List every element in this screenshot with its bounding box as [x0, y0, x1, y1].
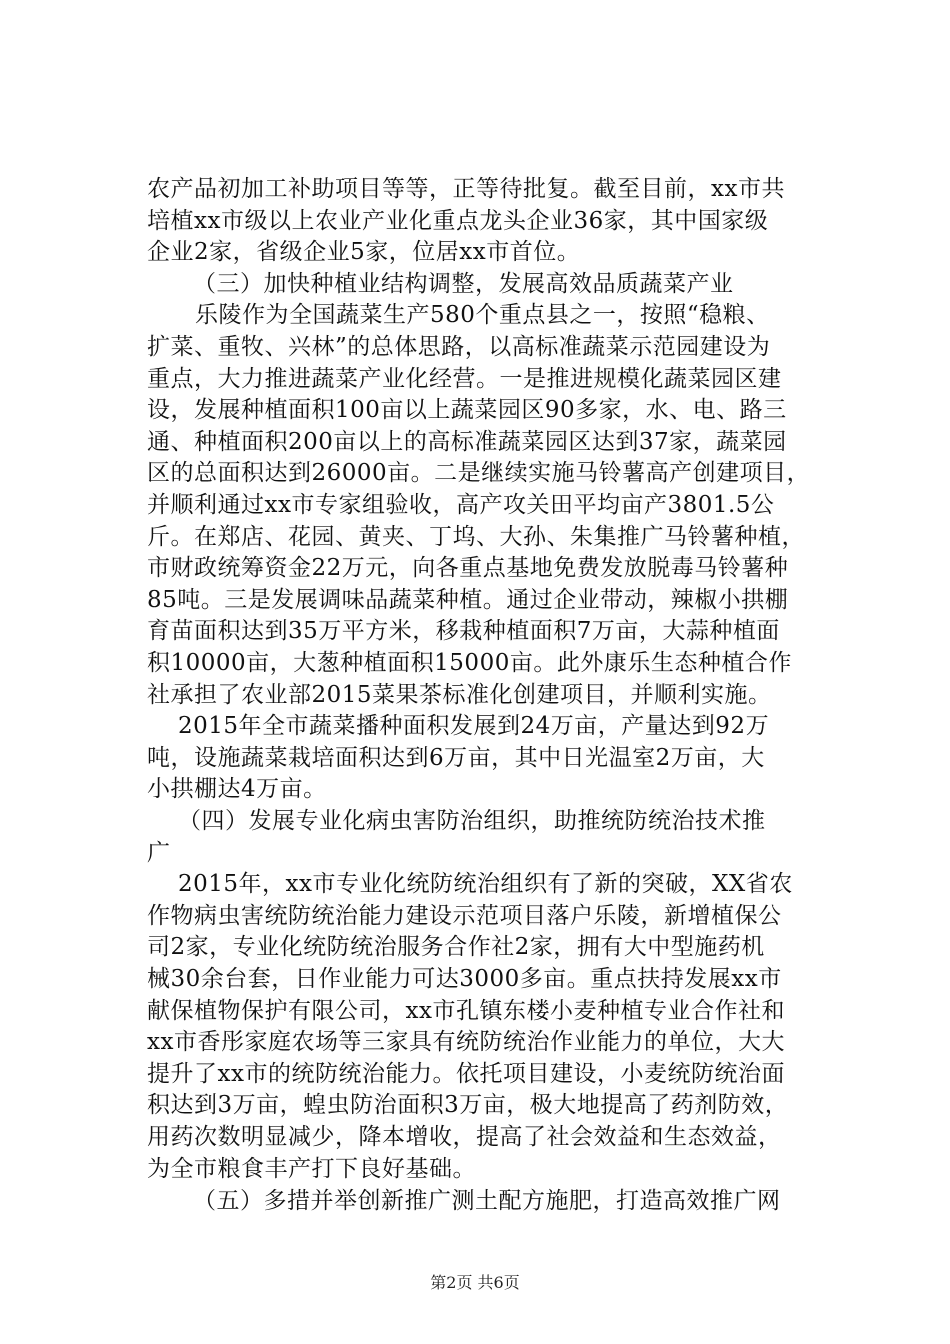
- paragraph-line: 企业2家，省级企业5家，位居xx市首位。: [147, 239, 581, 265]
- section-heading: （五）多措并举创新推广测土配方施肥，打造高效推广网: [193, 1188, 781, 1214]
- paragraph-line: 提升了xx市的统防统治能力。依托项目建设，小麦统防统治面: [147, 1061, 785, 1087]
- paragraph-line: 社承担了农业部2015菜果茶标准化创建项目，并顺利实施。: [147, 682, 772, 708]
- section-heading-continued: 广: [147, 840, 171, 866]
- paragraph-line: 2015年全市蔬菜播种面积发展到24万亩，产量达到92万: [178, 713, 770, 739]
- paragraph-line: 吨，设施蔬菜栽培面积达到6万亩，其中日光温室2万亩，大: [147, 745, 765, 771]
- paragraph-line: 设，发展种植面积100亩以上蔬菜园区90多家，水、电、路三: [147, 397, 787, 423]
- paragraph-line: 扩菜、重牧、兴林”的总体思路，以高标准蔬菜示范园建设为: [147, 334, 771, 360]
- paragraph-line: 作物病虫害统防统治能力建设示范项目落户乐陵，新增植保公: [147, 903, 782, 929]
- paragraph-line: 85吨。三是发展调味品蔬菜种植。通过企业带动，辣椒小拱棚: [147, 587, 789, 613]
- paragraph-line: 用药次数明显减少，降本增收，提高了社会效益和生态效益，: [147, 1124, 782, 1150]
- paragraph-line: 献保植物保护有限公司，xx市孔镇东楼小麦种植专业合作社和: [147, 998, 785, 1024]
- paragraph-line: 司2家，专业化统防统治服务合作社2家，拥有大中型施药机: [147, 934, 765, 960]
- paragraph-line: 械30余台套，日作业能力可达3000多亩。重点扶持发展xx市: [147, 966, 782, 992]
- paragraph-line: 并顺利通过xx市专家组验收，高产攻关田平均亩产3801.5公: [147, 492, 775, 518]
- paragraph-line: 为全市粮食丰产打下良好基础。: [147, 1156, 476, 1182]
- section-heading: （四）发展专业化病虫害防治组织，助推统防统治技术推: [178, 808, 766, 834]
- section-heading: （三）加快种植业结构调整，发展高效品质蔬菜产业: [193, 271, 734, 297]
- paragraph-line: 通、种植面积200亩以上的高标准蔬菜园区达到37家，蔬菜园: [147, 429, 787, 455]
- paragraph-line: 乐陵作为全国蔬菜生产580个重点县之一，按照“稳粮、: [195, 302, 770, 328]
- paragraph-line: 小拱棚达4万亩。: [147, 776, 327, 802]
- paragraph-line: xx市香彤家庭农场等三家具有统防统治作业能力的单位，大大: [147, 1029, 785, 1055]
- paragraph-line: 2015年，xx市专业化统防统治组织有了新的突破，XX省农: [178, 871, 793, 897]
- paragraph-line: 区的总面积达到26000亩。二是继续实施马铃薯高产创建项目，: [147, 460, 811, 486]
- paragraph-line: 积达到3万亩，蝗虫防治面积3万亩，极大地提高了药剂防效，: [147, 1092, 789, 1118]
- page-number-footer: 第2页 共6页: [430, 1273, 520, 1292]
- paragraph-line: 市财政统筹资金22万元，向各重点基地免费发放脱毒马铃薯种: [147, 555, 789, 581]
- paragraph-line: 重点，大力推进蔬菜产业化经营。一是推进规模化蔬菜园区建: [147, 366, 782, 392]
- paragraph-line: 积10000亩，大葱种植面积15000亩。此外康乐生态种植合作: [147, 650, 792, 676]
- paragraph-line: 斤。在郑店、花园、黄夹、丁坞、大孙、朱集推广马铃薯种植，: [147, 524, 805, 550]
- paragraph-line: 培植xx市级以上农业产业化重点龙头企业36家，其中国家级: [147, 208, 769, 234]
- paragraph-line: 育苗面积达到35万平方米，移栽种植面积7万亩，大蒜种植面: [147, 618, 780, 644]
- paragraph-line: 农产品初加工补助项目等等，正等待批复。截至目前，xx市共: [147, 176, 785, 202]
